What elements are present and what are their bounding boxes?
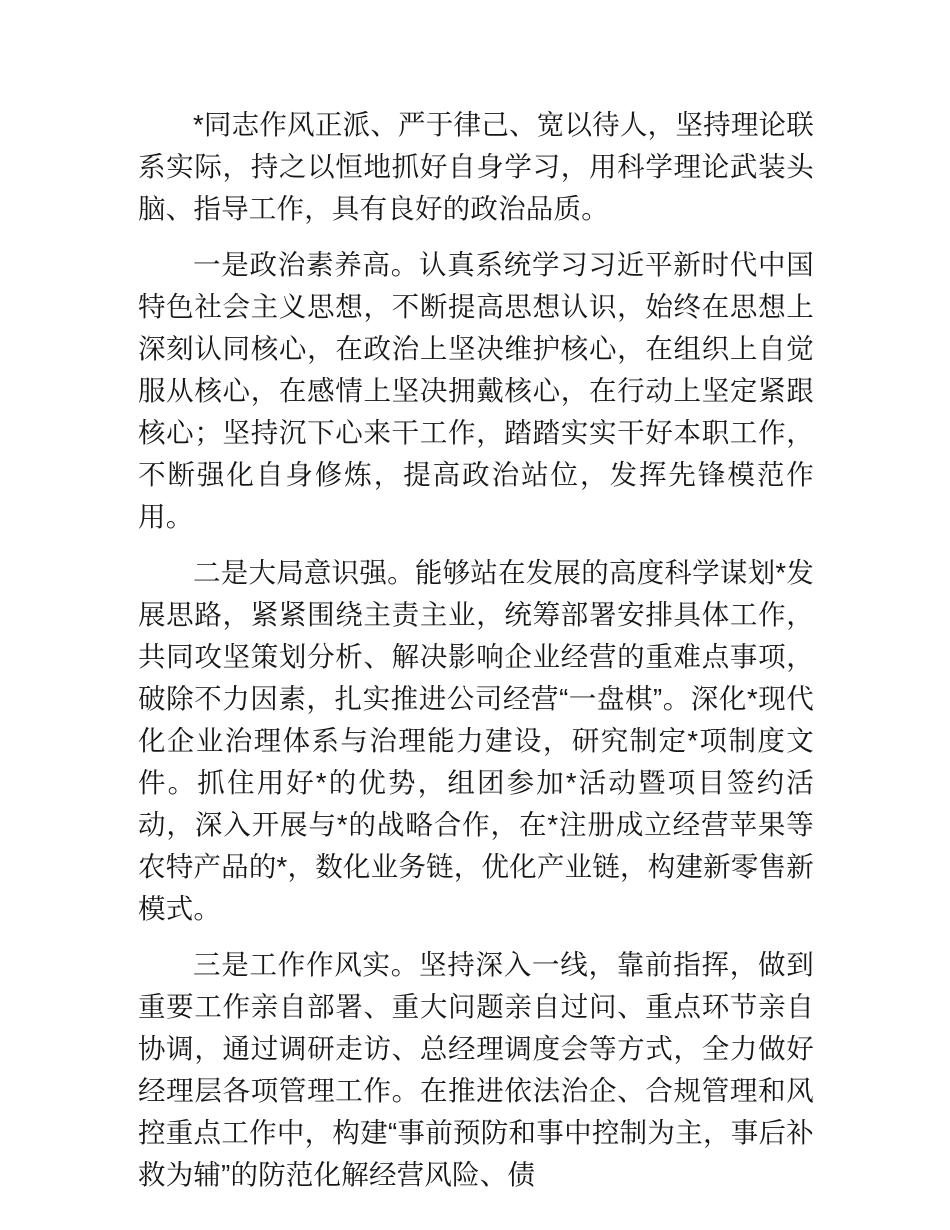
paragraph-3: 二是大局意识强。能够站在发展的高度科学谋划*发展思路，紧紧围绕主责主业，统筹部署安排具体工作，共同攻坚策划分析、解决影响企业经营的重难点事项，破除不力因素，扎实推进公司经营“一盘棋”。深化*现代化企业治理体系与治理能力建设，研究制定*项制度文件。抓住用好*的优势，组团参加*活动暨项目签约活动，深入开展与*的战略合作，在*注册成立经营苹果等农特产品的*，数化业务链，优化产业链，构建新零售新模式。 — [138, 557, 814, 924]
paragraph-4: 三是工作作风实。坚持深入一线，靠前指挥，做到重要工作亲自部署、重大问题亲自过问、重点环节亲自协调，通过调研走访、总经理调度会等方式，全力做好经理层各项管理工作。在推进依法治企、合规管理和风控重点工作中，构建“事前预防和事中控制为主，事后补救为辅”的防范化解经营风险、债 — [138, 949, 814, 1190]
paragraph-1: *同志作风正派、严于律己、宽以待人，坚持理论联系实际，持之以恒地抓好自身学习，用科学理论武装头脑、指导工作，具有良好的政治品质。 — [138, 109, 814, 224]
document-body — [138, 104, 814, 1196]
paragraph-2: 一是政治素养高。认真系统学习习近平新时代中国特色社会主义思想，不断提高思想认识，始终在思想上深刻认同核心，在政治上坚决维护核心，在组织上自觉服从核心，在感情上坚决拥戴核心，在行动上坚定紧跟核心；坚持沉下心来干工作，踏踏实实干好本职工作，不断强化自身修炼，提高政治站位，发挥先锋模范作用。 — [138, 249, 814, 532]
